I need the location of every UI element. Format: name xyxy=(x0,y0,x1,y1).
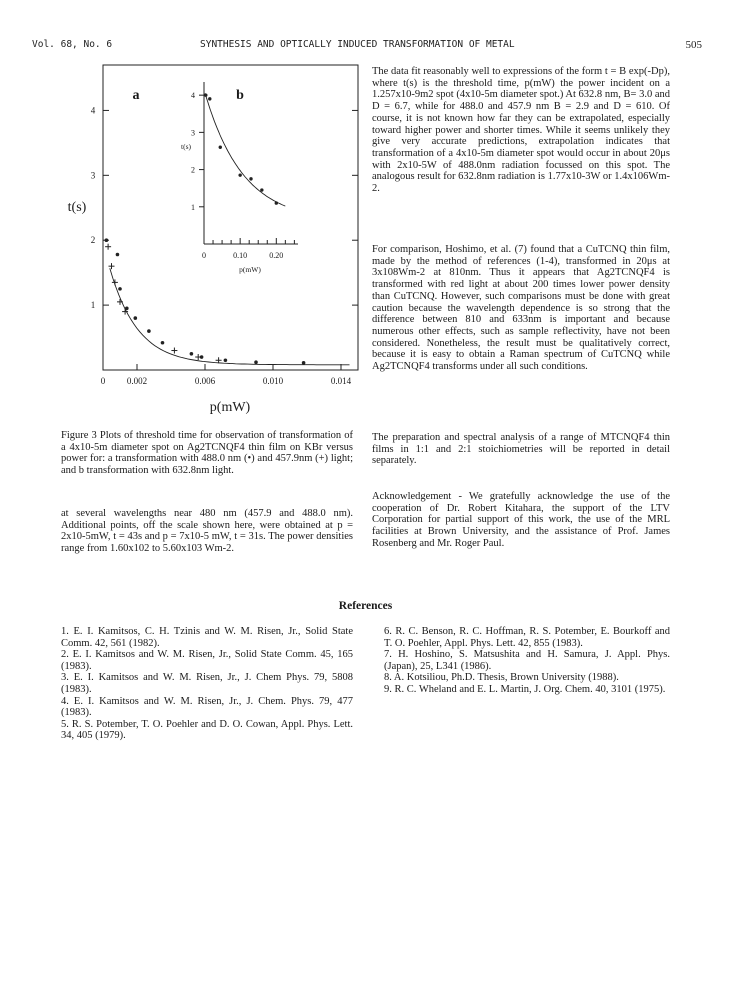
a-point-dot xyxy=(116,253,120,257)
reference-7: 7. H. Hoshino, S. Matsushita and H. Samura, J. Appl. Phys. (Japan), 25, L341 (1986). xyxy=(384,649,670,672)
a-point-plus xyxy=(112,279,118,285)
left-paragraph: at several wavelengths near 480 nm (457.9 and 488.0 nm). Additional points, off the scale shown here, were obtained at p = 2x10-5mW, t = 43s and p = 7x10-5 mW, t = 31s. The power densities range from 1.60x102 to 5.60x103 Wm-2. xyxy=(61,508,353,555)
reference-1: 1. E. I. Kamitsos, C. H. Tzinis and W. M. Risen, Jr., Solid State Comm. 42, 561 (1982). xyxy=(61,626,353,649)
b-xlabel: p(mW) xyxy=(239,265,261,274)
b-ytick-label-3: 3 xyxy=(191,128,195,138)
b-xtick-label-0: 0 xyxy=(202,251,206,260)
b-ytick-label-1: 1 xyxy=(191,202,195,212)
a-ylabel: t(s) xyxy=(67,200,87,216)
a-xlabel: p(mW) xyxy=(209,400,251,415)
journal-volume: Vol. 68, No. 6 xyxy=(32,39,113,50)
a-point-dot xyxy=(190,352,194,356)
a-xtick-label-0.002: 0.002 xyxy=(126,376,148,386)
right-paragraph-1: The data fit reasonably well to expressions of the form t = B exp(-Dp), where t(s) is the threshold time, p(mW) the power incident on a 1.257x10-9m2 spot (4x10-5m diameter spot.) At 632.8 nm, B= 3.0 and D = 6.7, while for 488.0 and 457.9 nm B = 2.9 and D = 610. Of course, it is not known how far they can be extrapolated, especially toward higher power and shorter times. While it seems unlikely they give very accurate predictions, extrapolation indicates that transformation of a 4x10-5m diameter spot would occur in about 20μs with 2x10-5W of 488.0nm radiation focussed on this spot. The analogous result for 632.8nm radiation is 1.77x10-3W or 1.4x106Wm-2. xyxy=(372,66,670,195)
reference-4: 4. E. I. Kamitsos and W. M. Risen, Jr., J. Chem. Phys. 79, 477 (1983). xyxy=(61,695,353,719)
references-title: References xyxy=(338,600,393,612)
a-xtick-label-0.010: 0.010 xyxy=(262,376,284,386)
reference-3: 3. E. I. Kamitsos and W. M. Risen, Jr., J. Chem Phys. 79, 5808 (1983). xyxy=(61,672,353,695)
b-ytick-label-4: 4 xyxy=(191,91,195,101)
b-xtick-label-0.20: 0.20 xyxy=(269,251,284,260)
b-xtick-label-0.10: 0.10 xyxy=(233,251,248,260)
a-ytick-label-4: 4 xyxy=(90,105,96,116)
panel-label-b: b xyxy=(236,88,244,103)
running-title: SYNTHESIS AND OPTICALLY INDUCED TRANSFORMATION OF METAL xyxy=(200,39,515,50)
acknowledgement: Acknowledgement - We gratefully acknowledge the use of the cooperation of Dr. Robert Kitahara, the support of the LTV Corporation for partial support of this work, the use of the MRL facilities at Brown University, and the assistance of Prof. James Rosenberg and Mr. Roger Paul. xyxy=(372,491,670,549)
b-point-dot xyxy=(219,146,222,149)
b-ytick-label-2: 2 xyxy=(191,165,195,175)
b-point-dot xyxy=(249,177,252,180)
a-point-plus xyxy=(105,244,111,250)
references-right xyxy=(384,626,670,696)
page-number: 505 xyxy=(685,39,702,51)
a-point-plus xyxy=(117,299,123,305)
right-paragraph-3: The preparation and spectral analysis of a range of MTCNQF4 thin films in 1:1 and 2:1 stoichiometries will be reported in detail separately. xyxy=(372,432,670,467)
reference-5: 5. R. S. Potember, T. O. Poehler and D. O. Cowan, Appl. Phys. Lett. 34, 405 (1979). xyxy=(61,718,353,742)
right-paragraph-2: For comparison, Hoshimo, et al. (7) found that a CuTCNQ thin film, made by the method of references (1-4), transformed in 20μs at 3x108Wm-2 at 810nm. Thus it appears that Ag2TCNQF4 is transformed with red light at about 200 times lower power density than CuTCNQ. However, such comparisons must be done with great caution because the wavelength dependence is so strong that the difference between 810 and 633nm is important and because numerous other effects, such as sample reflectivity, have not been considered. Nonetheless, the result must be qualitatively correct, because it is easy to obtain a Raman spectrum of CuTCNQ while Ag2TCNQF4 transforms under all such conditions. xyxy=(372,244,670,373)
reference-6: 6. R. C. Benson, R. C. Hoffman, R. S. Potember, E. Bourkoff and T. O. Poehler, Appl. Phys. Lett. 42, 855 (1983). xyxy=(384,626,670,649)
a-point-plus xyxy=(195,354,201,360)
b-point-dot xyxy=(204,93,207,96)
panel-label-a: a xyxy=(132,88,140,103)
b-fit-curve xyxy=(205,93,285,206)
a-point-dot xyxy=(147,329,151,333)
reference-2: 2. E. I. Kamitsos and W. M. Risen, Jr., Solid State Comm. 45, 165 (1983). xyxy=(61,649,353,672)
figure-caption: Figure 3 Plots of threshold time for observation of transformation of a 4x10-5m diameter spot on Ag2TCNQF4 thin film on KBr versus power for: a transformation with 488.0 nm (•) and 457.9nm (+) light; and b transformation with 632.8nm light. xyxy=(61,430,353,477)
reference-8: 8. A. Kotsiliou, Ph.D. Thesis, Brown University (1988). xyxy=(384,672,619,684)
a-fit-curve xyxy=(110,268,350,365)
a-xtick-label-0.014: 0.014 xyxy=(330,376,352,386)
b-point-dot xyxy=(238,173,241,176)
plot-frame xyxy=(103,65,358,370)
b-point-dot xyxy=(275,201,278,204)
references-left xyxy=(61,626,353,742)
a-point-dot xyxy=(134,316,138,320)
a-ytick-label-1: 1 xyxy=(90,300,96,311)
a-point-plus xyxy=(109,263,115,269)
reference-9: 9. R. C. Wheland and E. L. Martin, J. Org. Chem. 40, 3101 (1975). xyxy=(384,683,666,695)
a-point-dot xyxy=(254,360,258,364)
a-xtick-label-0: 0 xyxy=(100,376,106,386)
b-ylabel: t(s) xyxy=(181,142,191,151)
a-point-dot xyxy=(302,361,306,365)
b-point-dot xyxy=(208,97,211,100)
a-point-dot xyxy=(161,341,165,345)
a-ytick-label-3: 3 xyxy=(90,170,96,181)
a-ytick-label-2: 2 xyxy=(90,235,96,246)
a-xtick-label-0.006: 0.006 xyxy=(194,376,216,386)
a-point-plus xyxy=(171,348,177,354)
a-point-dot xyxy=(105,238,109,242)
a-point-dot xyxy=(224,358,228,362)
b-point-dot xyxy=(260,188,263,191)
a-point-dot xyxy=(118,287,122,291)
